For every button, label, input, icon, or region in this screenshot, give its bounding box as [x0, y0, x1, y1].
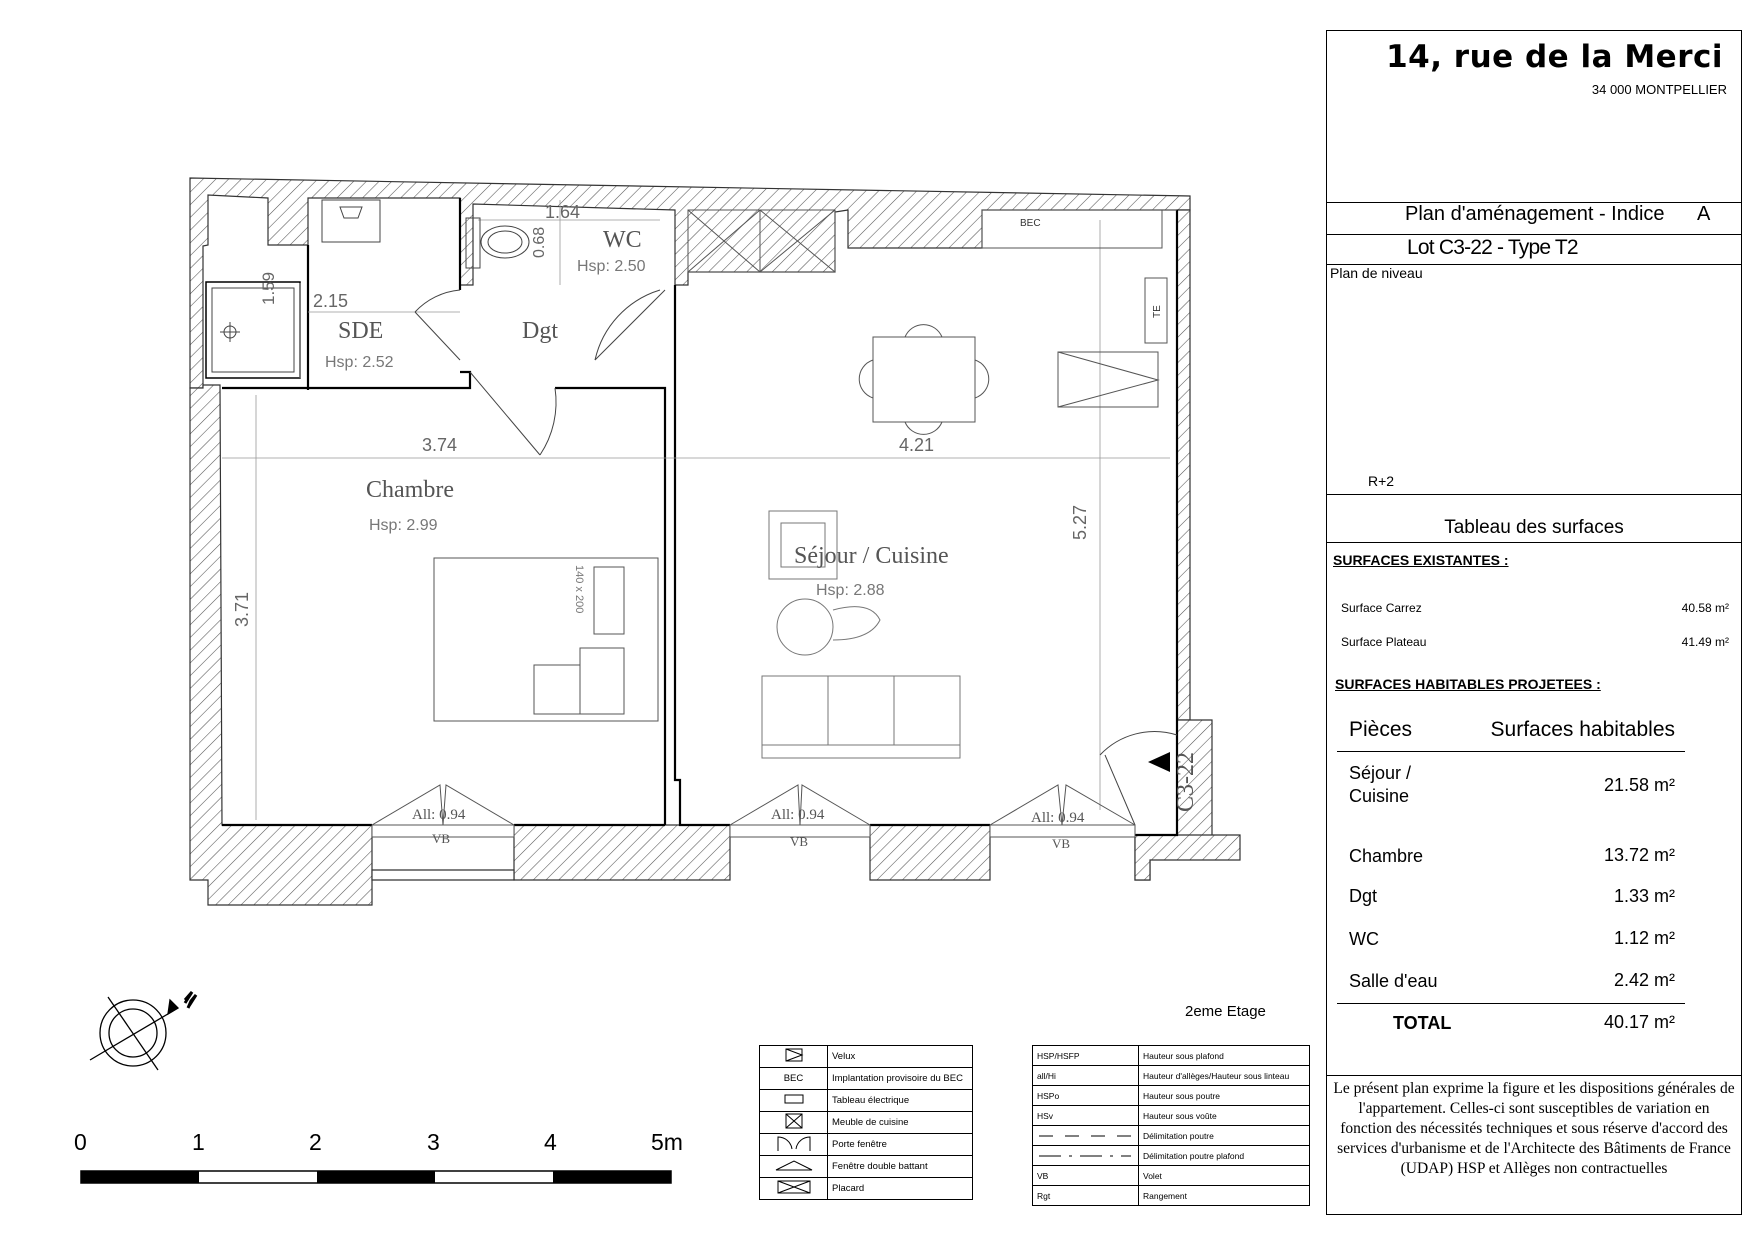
exterior-walls [190, 178, 1240, 905]
dining-table [859, 325, 989, 435]
north-compass-icon [90, 992, 196, 1070]
velux-icon [784, 1048, 804, 1062]
row-value: 13.72 m² [1603, 845, 1675, 865]
legend-label: Implantation provisoire du BEC [828, 1068, 973, 1090]
row-label: WC [1349, 929, 1379, 949]
legend-label: Velux [828, 1046, 973, 1068]
existantes-title: SURFACES EXISTANTES : [1333, 552, 1509, 568]
legend-code: all/Hi [1033, 1066, 1139, 1086]
address-street: 14, rue de la Merci [1386, 39, 1723, 75]
legend-label: Hauteur sous plafond [1139, 1046, 1310, 1066]
legend-code: Rgt [1033, 1186, 1139, 1206]
divider [1327, 542, 1741, 543]
legend-row [760, 1112, 973, 1134]
legend-row [1033, 1186, 1310, 1206]
legend-row [1033, 1166, 1310, 1186]
row-label: Salle d'eau [1349, 971, 1438, 991]
divider [1327, 494, 1741, 495]
legend-label: Hauteur d'allèges/Hauteur sous linteau [1139, 1066, 1310, 1086]
legend-row [1033, 1146, 1310, 1166]
table-rule [1337, 751, 1685, 752]
legend-row [760, 1090, 973, 1112]
row-value: 21.58 m² [1603, 775, 1675, 795]
room-label-dgt: Dgt [522, 318, 558, 344]
dim-sde-depth: 1.59 [259, 271, 278, 305]
room-label-wc: WC [603, 227, 642, 253]
total-label: TOTAL [1393, 1013, 1452, 1033]
legend-label: Porte fenêtre [828, 1134, 973, 1156]
scale-label-5: 5m [651, 1129, 683, 1155]
interior-walls [206, 198, 1177, 835]
address-city: 34 000 MONTPELLIER [1591, 82, 1727, 97]
lot-title: Lot C3-22 - Type T2 [1407, 236, 1578, 259]
row-label: Chambre [1349, 846, 1424, 866]
window-3-volet: VB [1052, 836, 1071, 851]
legend-label: Délimitation poutre [1139, 1126, 1310, 1146]
legend-code: BEC [760, 1068, 828, 1090]
window-1-height: All: 0.94 [412, 807, 466, 823]
dim-chambre-width: 3.74 [422, 435, 458, 455]
scale-label-4: 4 [544, 1129, 557, 1155]
plan-title: Plan d'aménagement - Indice [1405, 203, 1665, 225]
dim-wc-width: 1.64 [545, 202, 581, 222]
header-surfaces: Surfaces habitables [1490, 718, 1675, 741]
windows [372, 785, 1135, 837]
bed-size-label: 140 x 200 [573, 565, 585, 614]
header-pieces: Pièces [1349, 718, 1413, 741]
legend-label: Volet [1139, 1166, 1310, 1186]
legend-row [1033, 1106, 1310, 1126]
dim-sde-width: 2.15 [313, 291, 349, 311]
room-hsp-wc: Hsp: 2.50 [577, 258, 646, 275]
legend-row [760, 1046, 973, 1068]
window-3-height: All: 0.94 [1031, 810, 1085, 826]
legend-row [1033, 1126, 1310, 1146]
legend-label: Tableau électrique [828, 1090, 973, 1112]
symbol-legend [759, 1045, 973, 1200]
room-hsp-sejour: Hsp: 2.88 [816, 582, 885, 599]
fenetre-double-battant-icon [774, 1158, 814, 1172]
legend-row [760, 1178, 973, 1200]
legend-row [1033, 1066, 1310, 1086]
legend-row [1033, 1046, 1310, 1066]
porte-fenetre-icon [774, 1134, 814, 1152]
row-label: Séjour / Cuisine [1349, 763, 1412, 806]
tableau-title: Tableau des surfaces [1444, 517, 1624, 538]
scale-label-3: 3 [427, 1129, 440, 1155]
window-right [1058, 352, 1158, 407]
window-1-volet: VB [432, 831, 451, 846]
meuble-cuisine-icon [785, 1113, 803, 1129]
existante-value: 41.49 m² [1681, 635, 1729, 649]
dim-wc-depth: 0.68 [531, 226, 548, 258]
window-2-height: All: 0.94 [771, 807, 825, 823]
row-value: 1.33 m² [1613, 886, 1675, 906]
projetees-title: SURFACES HABITABLES PROJETEES : [1335, 676, 1601, 692]
room-label-sejour: Séjour / Cuisine [794, 543, 949, 569]
wc-fixture [466, 218, 529, 268]
scale-label-0: 0 [74, 1129, 87, 1155]
bed [434, 558, 658, 721]
legend-code: HSPo [1033, 1086, 1139, 1106]
dim-sejour-width: 4.21 [899, 435, 935, 455]
legend-code: HSP/HSFP [1033, 1046, 1139, 1066]
disclaimer: Le présent plan exprime la figure et les dispositions générales de l'appartement. Celles-ci sont susceptibles de variation en fonction des nécessités techniques et sous réserve d'accord des services d'urbanisme et de l'Architecte des Bâtiments de France (UDAP) HSP et Allèges non contractuelles [1333, 1080, 1735, 1177]
existante-value: 40.58 m² [1681, 601, 1729, 615]
legend-row [1033, 1086, 1310, 1106]
floor-label: 2eme Etage [1185, 1003, 1266, 1020]
legend-label: Meuble de cuisine [828, 1112, 973, 1134]
dim-chambre-depth: 3.71 [232, 591, 252, 627]
legend-label: Délimitation poutre plafond [1139, 1146, 1310, 1166]
room-label-chambre: Chambre [366, 477, 454, 503]
row-value: 2.42 m² [1613, 970, 1675, 990]
poutre-line-icon [1037, 1133, 1133, 1139]
dimension-lines [222, 200, 1170, 820]
legend-row [760, 1134, 973, 1156]
legend-row [760, 1068, 973, 1090]
legend-label: Rangement [1139, 1186, 1310, 1206]
scale-bar [81, 1171, 671, 1183]
legend-label: Placard [828, 1178, 973, 1200]
abbreviation-legend [1032, 1045, 1310, 1206]
dim-sejour-depth: 5.27 [1070, 504, 1090, 540]
plan-indice: A [1697, 203, 1711, 225]
bec-cupboard [982, 210, 1177, 248]
existante-label: Surface Plateau [1341, 635, 1427, 649]
title-block [1326, 30, 1742, 1215]
total-value: 40.17 m² [1603, 1012, 1675, 1032]
tableau-electrique-icon [783, 1094, 805, 1104]
bec-label: BEC [1020, 218, 1041, 229]
legend-label: Fenêtre double battant [828, 1156, 973, 1178]
entrance-arrow-icon [1148, 752, 1170, 772]
te-label: TE [1152, 305, 1163, 318]
lot-tag: C3-22 [1173, 752, 1199, 812]
poutre-plafond-line-icon [1037, 1153, 1133, 1159]
table-rule [1337, 1003, 1685, 1004]
niveau-title: Plan de niveau [1330, 265, 1423, 281]
legend-label: Hauteur sous voûte [1139, 1106, 1310, 1126]
window-2-volet: VB [790, 834, 809, 849]
scale-label-2: 2 [309, 1129, 322, 1155]
legend-row [760, 1156, 973, 1178]
divider [1327, 234, 1741, 235]
legend-code: VB [1033, 1166, 1139, 1186]
legend-code: HSv [1033, 1106, 1139, 1126]
existante-label: Surface Carrez [1341, 601, 1422, 615]
divider [1327, 1075, 1741, 1076]
row-value: 1.12 m² [1613, 928, 1675, 948]
niveau-level: R+2 [1368, 473, 1395, 489]
scale-label-1: 1 [192, 1129, 205, 1155]
row-label: Dgt [1349, 886, 1378, 906]
legend-label: Hauteur sous poutre [1139, 1086, 1310, 1106]
placard-icon [777, 1180, 811, 1194]
room-hsp-chambre: Hsp: 2.99 [369, 517, 438, 534]
room-hsp-sde: Hsp: 2.52 [325, 354, 394, 371]
room-label-sde: SDE [338, 318, 384, 344]
